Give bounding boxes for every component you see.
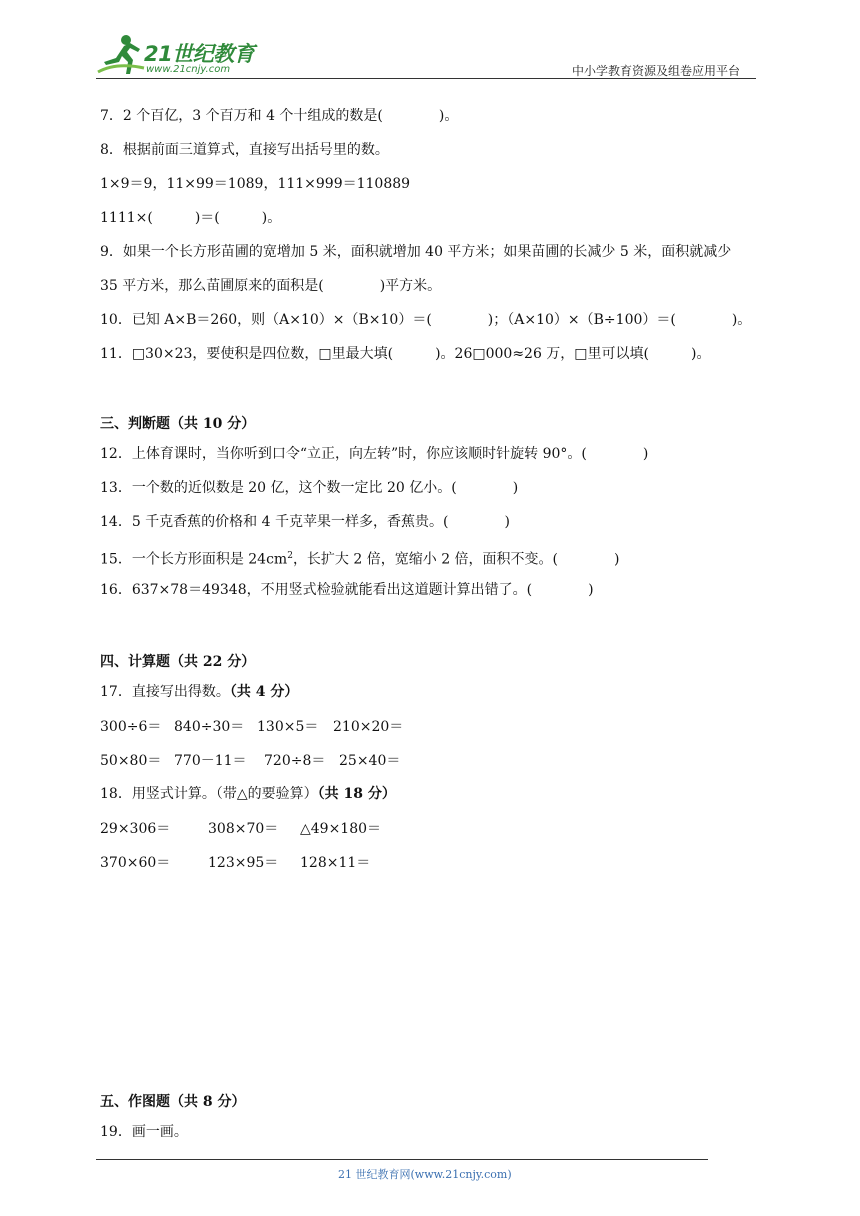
question-15-part-b: ，长扩大 2 倍，宽缩小 2 倍，面积不变。( ) (292, 551, 620, 568)
vertical-calc-row-2 (100, 852, 500, 872)
section-3-title: 三、判断题（共 10 分） (100, 416, 256, 432)
question-17-points: （共 4 分） (229, 684, 299, 700)
site-logo (96, 32, 266, 78)
question-11: 11．□30×23，要使积是四位数，□里最大填( )。26□000≈26 万，□里可以填( )。 (100, 346, 711, 362)
runner-logo-icon (96, 32, 148, 76)
calc-item: △49×180＝ (300, 821, 382, 837)
calc-item: 720÷8＝ (264, 753, 326, 769)
calc-item: 128×11＝ (300, 855, 371, 871)
header-rule (96, 78, 756, 79)
footer-rule (96, 1159, 708, 1160)
calc-item: 50×80＝ (100, 753, 162, 769)
question-13: 13．一个数的近似数是 20 亿，这个数一定比 20 亿小。( ) (100, 480, 519, 496)
question-18-points: （共 18 分） (317, 786, 396, 802)
question-15 (100, 546, 619, 570)
section-5-title: 五、作图题（共 8 分） (100, 1094, 246, 1110)
header-platform-text: 中小学教育资源及组卷应用平台 (572, 64, 741, 78)
question-10: 10．已知 A×B＝260，则（A×10）×（B×10）＝( )；（A×10）×（B÷100）＝( )。 (100, 312, 752, 328)
calc-item: 840÷30＝ (174, 719, 245, 735)
calc-item: 300÷6＝ (100, 719, 162, 735)
calc-item: 210×20＝ (333, 719, 404, 735)
calc-item: 370×60＝ (100, 855, 171, 871)
question-18 (100, 784, 396, 804)
section-4-title: 四、计算题（共 22 分） (100, 654, 256, 670)
logo-url: www.21cnjy.com (146, 64, 231, 75)
vertical-calc-row-1 (100, 818, 500, 838)
question-16: 16．637×78＝49348，不用竖式检验就能看出这道题计算出错了。( ) (100, 582, 594, 598)
logo-text: 21世纪教育 (144, 42, 255, 66)
question-17 (100, 682, 298, 702)
question-14: 14．5 千克香蕉的价格和 4 千克苹果一样多，香蕉贵。( ) (100, 514, 510, 530)
question-15-part-a: 15．一个长方形面积是 24cm (100, 551, 288, 568)
calc-row-2 (100, 750, 500, 770)
question-8-blank: 1111×( )＝( )。 (100, 210, 282, 226)
question-8-pattern: 1×9＝9，11×99＝1089，111×999＝110889 (100, 176, 411, 192)
calc-item: 25×40＝ (339, 753, 401, 769)
question-7: 7．2 个百亿，3 个百万和 4 个十组成的数是( )。 (100, 108, 459, 124)
question-18-label: 18．用竖式计算。（带△的要验算） (100, 786, 318, 802)
question-19: 19．画一画。 (100, 1124, 188, 1140)
calc-item: 770－11＝ (174, 753, 247, 769)
question-17-label: 17．直接写出得数。 (100, 684, 230, 700)
calc-row-1 (100, 716, 500, 736)
calc-item: 308×70＝ (208, 821, 279, 837)
question-9-line1: 9．如果一个长方形苗圃的宽增加 5 米，面积就增加 40 平方米；如果苗圃的长减少 5 米，面积就减少 (100, 244, 732, 260)
calc-item: 130×5＝ (257, 719, 319, 735)
question-12: 12．上体育课时，当你听到口令“立正，向左转”时，你应该顺时针旋转 90°。( ) (100, 446, 649, 462)
footer-text: 21 世纪教育网(www.21cnjy.com) (338, 1168, 512, 1181)
question-8: 8．根据前面三道算式，直接写出括号里的数。 (100, 142, 389, 158)
calc-item: 29×306＝ (100, 821, 171, 837)
calc-item: 123×95＝ (208, 855, 279, 871)
question-9-line2: 35 平方米，那么苗圃原来的面积是( )平方米。 (100, 278, 442, 294)
question-15-superscript: 2 (287, 551, 293, 561)
